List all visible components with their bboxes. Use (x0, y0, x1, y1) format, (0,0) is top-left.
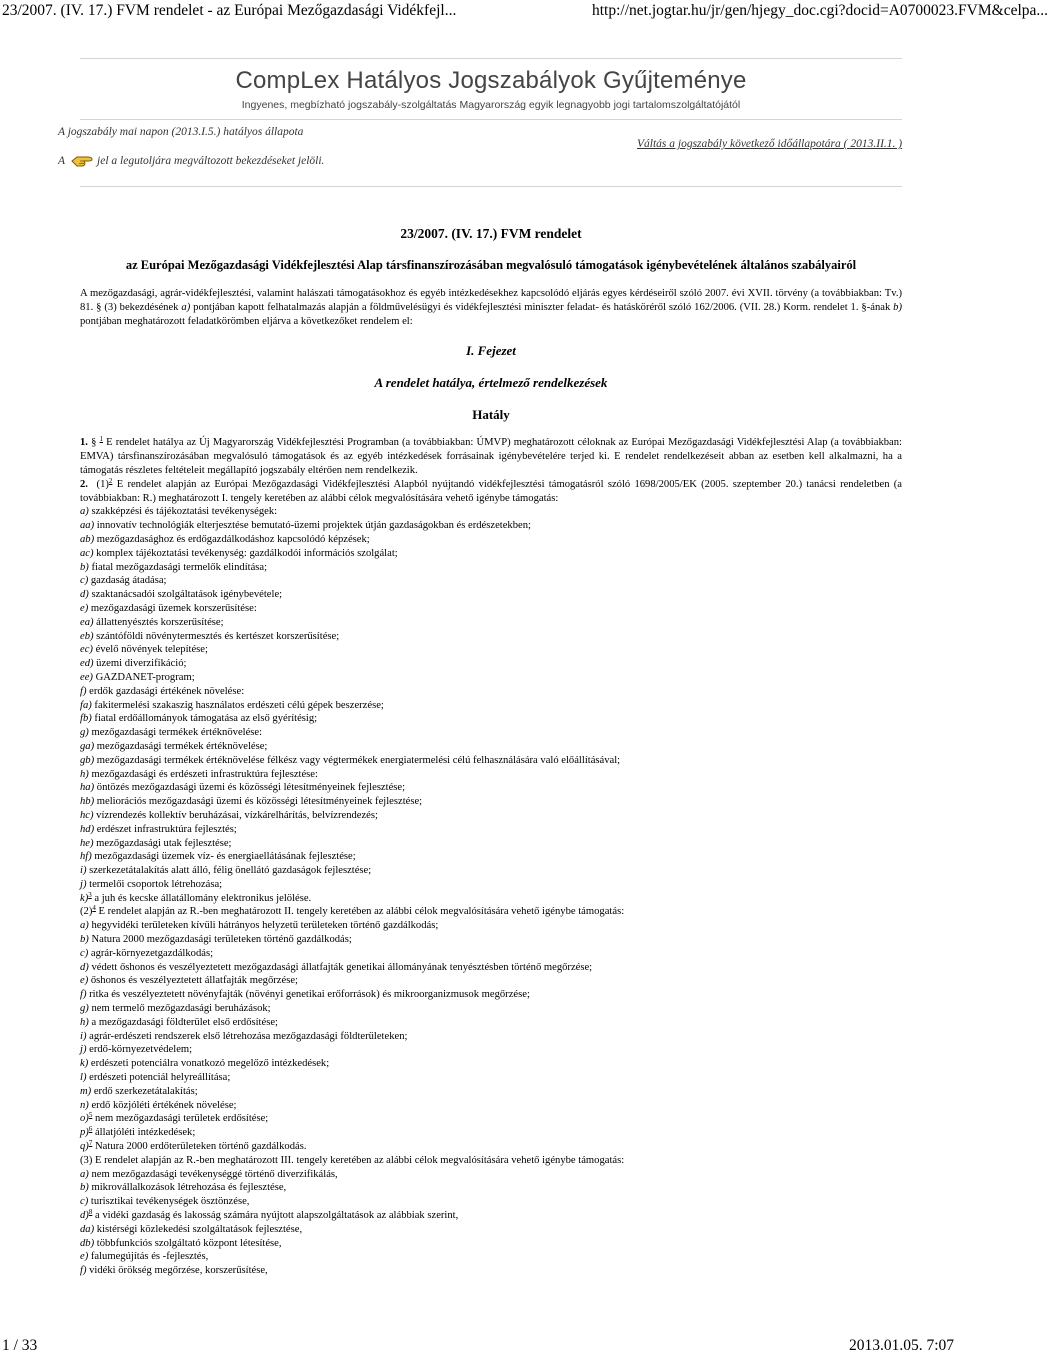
list-item: d)$^8$ a vidéki gazdaság és lakosság számára nyújtott alapszolgáltatások az alábbiak szerint, (80, 1208, 459, 1222)
section-heading: Hatály (472, 407, 510, 423)
list-item: k)$^3$ a juh és kecske állatállomány elektronikus jelölése. (80, 890, 312, 904)
list-item: f) ritka és veszélyeztetett növényfajták (növényi genetikai erőforrások) és mikroorganizmusok megőrzése; (80, 989, 530, 1001)
print-header (0, 0, 1048, 22)
complex-banner (80, 59, 902, 119)
law-number: 23/2007. (IV. 17.) FVM rendelet (400, 226, 582, 241)
change-marker-legend (58, 153, 324, 169)
list-item: d) szaktanácsadói szolgáltatások igénybevétele; (80, 589, 283, 601)
print-datetime: 2013.01.05. 7:07 (848, 1337, 954, 1354)
list-item: e) őshonos és veszélyeztetett állatfajták megőrzése; (80, 975, 298, 987)
list-item: j) termelői csoportok létrehozása; (80, 878, 223, 890)
list-item: hb) meliorációs mezőgazdasági üzemi és közösségi létesítményeinek fejlesztése; (80, 796, 423, 808)
footnote-ref[interactable]: 4 (92, 904, 96, 913)
print-header-title: 23/2007. (IV. 17.) FVM rendelet - az Európai Mezőgazdasági Vidékfejl... (2, 2, 457, 19)
list-item: q)$^7$ Natura 2000 erdőterületeken történő gazdálkodás. (80, 1139, 307, 1153)
list-item: fa) fakitermelési szakaszig használatos erdészeti célú gépek beszerzése; (80, 699, 384, 711)
list-item: f) vidéki örökség megőrzése, korszerűsítése, (80, 1265, 268, 1277)
list-item: d) védett őshonos és veszélyeztetett mezőgazdasági állatfajták genetikai állományának tenyésztésben történő megőrzése; (80, 961, 593, 973)
list-item: n) erdő közjóléti értékének növelése; (80, 1099, 237, 1111)
law-title: az Európai Mezőgazdasági Vidékfejlesztési Alap társfinanszírozásában megvalósuló támogatások igénybevételének általános szabályairól (125, 258, 857, 272)
paragraph-2-2: $(2)^4$ E rendelet alapján az R.-ben meghatározott II. tengely keretében az alábbi célok megvalósítására vehető igénybe támogatás: (80, 904, 625, 918)
footnote-ref[interactable]: 3 (88, 890, 92, 899)
list-item: eb) szántóföldi növénytermesztés és kertészet korszerűsítése; (80, 630, 340, 642)
paragraph-2: 2. $(1)^2$ E rendelet alapján az Európai Mezőgazdasági Vidékfejlesztési Alapból nyújtandó vidékfejlesztési támogatásról szóló 1698/2005/EK (2005. szeptember 20.) tanácsi rendeletben (a továbbiakban: R.) meghatározott I. tengely keretében az alábbi célok megvalósítására vehető igénybe támogatás: (80, 476, 903, 504)
list-item: da) kistérségi közlekedési szolgáltatások fejlesztése, (80, 1223, 303, 1235)
next-state-link[interactable]: Váltás a jogszabály következő időállapotára ( 2013.II.1. ) (637, 138, 903, 150)
list-item: a) hegyvidéki területeken kívüli hátrányos helyzetű területeken történő gazdálkodás; (80, 920, 439, 932)
list-tengely-3 (80, 1168, 902, 1278)
list-item: b) Natura 2000 mezőgazdasági területeken történő gazdálkodás; (80, 934, 352, 946)
list-item: k) erdészeti potenciálra vonatkozó megelőző intézkedések; (80, 1058, 330, 1070)
list-item: f) erdők gazdasági értékének növelése: (80, 685, 245, 697)
list-item: o)$^5$ nem mezőgazdasági területek erdősítése; (80, 1111, 269, 1125)
list-item: i) szerkezetátalakítás alatt álló, félig önellátó gazdaságok fejlesztése; (80, 865, 372, 877)
legend-text: jel a legutoljára megváltozott bekezdéseket jelöli. (97, 155, 325, 167)
list-item: i) agrár-erdészeti rendszerek első létrehozása mezőgazdasági földterületeken; (80, 1030, 408, 1042)
list-item: l) erdészeti potenciál helyreállítása; (80, 1072, 231, 1084)
list-item: he) mezőgazdasági utak fejlesztése; (80, 837, 232, 849)
list-item: db) többfunkciós szolgáltató központ létesítése, (80, 1237, 282, 1249)
current-state-text: A jogszabály mai napon (2013.I.5.) hatályos állapota (58, 126, 304, 138)
list-item: j) erdő-környezetvédelem; (80, 1044, 193, 1056)
list-item: gb) mezőgazdasági termékek értéknövelése félkész vagy végtermékek energiatermelési célú felhasználására való előállításával; (80, 754, 621, 766)
list-item: hf) mezőgazdasági üzemek víz- és energiaellátásának fejlesztése; (80, 851, 356, 863)
list-item: b) fiatal mezőgazdasági termelők elindítása; (80, 561, 268, 573)
list-item: b) mikrovállalkozások létrehozása és fejlesztése, (80, 1182, 287, 1194)
list-item: ha) öntözés mezőgazdasági üzemi és közösségi létesítményeinek fejlesztése; (80, 782, 406, 794)
paragraph-2-3: (3) E rendelet alapján az R.-ben meghatározott III. tengely keretében az alábbi célok megvalósítására vehető igénybe támogatás: (80, 1154, 625, 1166)
list-item: c) gazdaság átadása; (80, 575, 167, 587)
paragraph-1: 1. § $^1$ E rendelet hatálya az Új Magyarország Vidékfejlesztési Programban (a továbbiakban: ÚMVP) meghatározott céloknak az Európai Mezőgazdasági Vidékfejlesztési Alap (a továbbiakban: EMVA) társfinanszírozásában megvalósuló támogatások és az egyéb intézkedések forrásainak igénybevételére terjed ki. E rendelet rendelkezéseit abban az esetben kell alkalmazni, ha a támogatás részletes feltételeit megállapító jogszabály eltérően nem rendelkezik. (80, 435, 902, 476)
list-item: e) falumegújítás és -fejlesztés, (80, 1251, 209, 1263)
list-item: g) mezőgazdasági termékek értéknövelése: (80, 727, 263, 739)
list-item: a) nem mezőgazdasági tevékenységgé történő diverzifikálás, (80, 1168, 338, 1180)
list-tengely-2 (80, 919, 902, 1154)
list-item: c) agrár-környezetgazdálkodás; (80, 947, 214, 959)
list-item: ac) komplex tájékoztatási tevékenység: gazdálkodói információs szolgálat; (80, 547, 398, 559)
list-item: ec) évelő növények telepítése; (80, 644, 208, 656)
state-info (58, 120, 902, 186)
footnote-ref[interactable]: 2 (108, 476, 113, 485)
list-item: fb) fiatal erdőállományok támogatása az első gyérítésig; (80, 713, 318, 725)
footnote-ref[interactable]: 7 (88, 1139, 93, 1148)
preamble: A mezőgazdasági, agrár-vidékfejlesztési, valamint halászati támogatásokhoz és egyéb intézkedésekhez kapcsolódó eljárás egyes kérdéseiről szóló 2007. évi XVII. törvény (a továbbiakban: Tv.) 81. § (3) bekezdésének a) pontjában kapott felhatalmazás alapján a földművelésügyi és vidékfejlesztési miniszter feladat- és hatásköréről szóló 162/2006. (VII. 28.) Korm. rendelet 1. §-ának b) pontjában meghatározott feladatkörömben eljárva a következőket rendelem el: (80, 288, 902, 327)
footnote-ref[interactable]: 6 (88, 1125, 93, 1134)
list-item: h) mezőgazdasági és erdészeti infrastruktúra fejlesztése: (80, 768, 318, 780)
list-item: g) nem termelő mezőgazdasági beruházások; (80, 1003, 271, 1015)
list-item: a) szakképzési és tájékoztatási tevékenységek: (80, 506, 278, 518)
list-item: ga) mezőgazdasági termékek értéknövelése; (80, 740, 268, 752)
footnote-ref[interactable]: 1 (99, 435, 103, 444)
banner-subtitle: Ingyenes, megbízható jogszabály-szolgáltatás Magyarország egyik legnagyobb jogi tartalomszolgáltatójától (241, 99, 741, 111)
page-counter: 1 / 33 (2, 1337, 38, 1354)
list-item: ed) üzemi diverzifikáció; (80, 658, 187, 670)
legend-prefix: A (58, 155, 66, 167)
footnote-ref[interactable]: 8 (88, 1208, 93, 1217)
list-item: ea) állattenyésztés korszerűsítése; (80, 616, 224, 628)
list-item: aa) innovatív technológiák elterjesztése bemutató-üzemi projektek útján gazdaságokban és erdészetekben; (80, 520, 531, 532)
list-item: hd) erdészet infrastruktúra fejlesztés; (80, 823, 237, 835)
list-tengely-1 (80, 505, 902, 905)
list-item: m) erdő szerkezetátalakítás; (80, 1085, 198, 1097)
list-item: p)$^6$ állatjóléti intézkedések; (80, 1125, 196, 1139)
law-document (80, 187, 902, 1278)
print-footer (0, 1336, 960, 1356)
pointing-hand-icon (71, 153, 93, 169)
list-item: ee) GAZDANET-program; (80, 671, 195, 683)
page-content (58, 58, 903, 1278)
banner-title: CompLex Hatályos Jogszabályok Gyűjteménye (235, 67, 747, 94)
list-item: ab) mezőgazdasághoz és erdőgazdálkodáshoz kapcsolódó képzések; (80, 533, 370, 545)
footnote-ref[interactable]: 5 (88, 1111, 93, 1120)
chapter-heading: I. Fejezet (466, 343, 516, 359)
list-item: hc) vízrendezés kollektív beruházásai, vízkárelhárítás, belvízrendezés; (80, 809, 378, 821)
print-header-url: http://net.jogtar.hu/jr/gen/hjegy_doc.cgi?docid=A0700023.FVM&celpa... (592, 2, 1048, 19)
list-item: e) mezőgazdasági üzemek korszerűsítése: (80, 602, 257, 614)
list-item: c) turisztikai tevékenységek ösztönzése, (80, 1196, 250, 1208)
list-item: h) a mezőgazdasági földterület első erdősítése; (80, 1016, 278, 1028)
chapter-title: A rendelet hatálya, értelmező rendelkezések (374, 375, 608, 391)
